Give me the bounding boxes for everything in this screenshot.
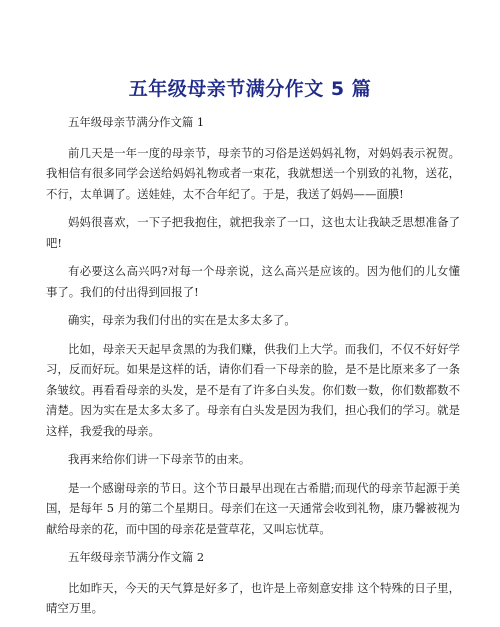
section-heading: 五年级母亲节满分作文篇 2 xyxy=(68,550,205,564)
paragraph: 前几天是一年一度的母亲节，母亲节的习俗是送妈妈礼物，对妈妈表示祝贺。我相信有很多同学会送给妈妈礼物或者一束花，我就想送一个别致的礼物，送花，不行，太单调了。送娃娃，太不合年纪了。于是，我送了妈妈——面膜! xyxy=(46,145,460,201)
document-title: 五年级母亲节满分作文 5 篇 xyxy=(128,78,372,100)
paragraph: 是一个感谢母亲的节日。这个节日最早出现在古希腊;而现代的母亲节起源于美国，是每年 5 月的第二个星期日。母亲们在这一天通常会收到礼物，康乃馨被视为献给母亲的花，而中国的母亲花是萱草花，又叫忘忧草。 xyxy=(46,480,460,536)
paragraph: 比如昨天，今天的天气算是好多了，也许是上帝刻意安排 这个特殊的日子里，晴空万里。 xyxy=(46,580,460,615)
paragraph: 有必要这么高兴吗?对每一个母亲说，这么高兴是应该的。因为他们的儿女懂事了。我们的付出得到回报了! xyxy=(46,264,460,299)
document-body xyxy=(46,112,460,627)
paragraph: 妈妈很喜欢，一下子把我抱住，就把我亲了一口，这也太让我缺乏思想准备了吧! xyxy=(46,215,460,250)
section-heading: 五年级母亲节满分作文篇 1 xyxy=(68,115,205,129)
paragraph: 我再来给你们讲一下母亲节的由来。 xyxy=(68,452,251,466)
paragraph: 确实，母亲为我们付出的实在是太多太多了。 xyxy=(68,313,296,327)
paragraph: 比如，母亲天天起早贪黑的为我们赚，供我们上大学。而我们，不仅不好好学习，反而好玩。如果是这样的话，请你们看一下母亲的脸，是不是比原来多了一条条皱纹。再看看母亲的头发，是不是有了许多白头发。你们数一数，你们数都数不清楚。因为实在是太多太多了。母亲有白头发是因为我们，担心我们的学习。就是这样，我爱我的母亲。 xyxy=(46,341,460,438)
